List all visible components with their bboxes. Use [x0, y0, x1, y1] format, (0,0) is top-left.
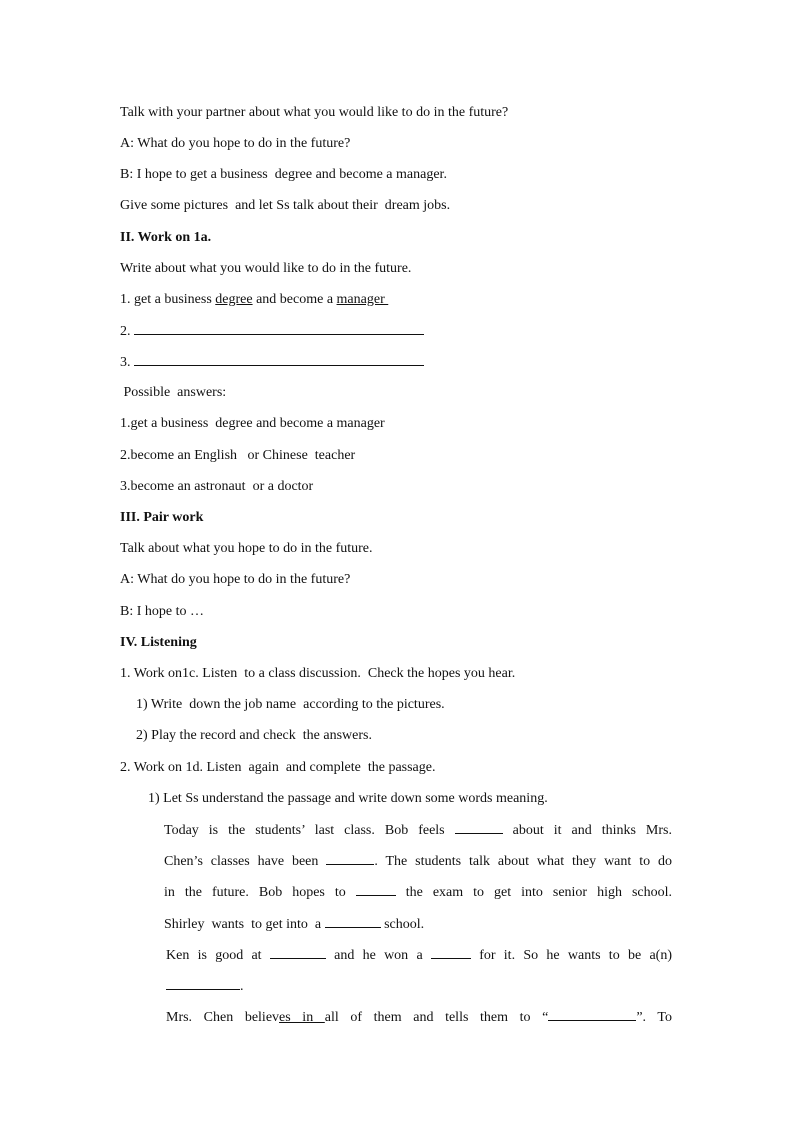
- passage-text: about it and thinks Mrs.: [502, 823, 672, 838]
- passage-blank-good-at[interactable]: [270, 946, 326, 959]
- passage-blank-quote[interactable]: [548, 1008, 636, 1021]
- listening-item-1: 1. Work on1c. Listen to a class discussion. Check the hopes you hear.: [120, 666, 516, 681]
- section-4-heading: IV. Listening: [120, 635, 197, 650]
- passage-text: Shirley wants to get into a: [164, 917, 325, 932]
- passage-blank-exam[interactable]: [356, 883, 396, 896]
- answer-line-1-mid: and become a: [252, 292, 337, 307]
- passage-line-5: [166, 946, 672, 965]
- passage-text: in the future. Bob hopes to: [164, 885, 356, 900]
- intro-line-1: Talk with your partner about what you would like to do in the future?: [120, 105, 509, 120]
- answer-line-3-number: 3.: [120, 355, 134, 370]
- section-3-heading: III. Pair work: [120, 510, 204, 525]
- passage-line-1: [164, 821, 672, 840]
- section-3-line-2: A: What do you hope to do in the future?: [120, 572, 351, 587]
- passage-blank-school[interactable]: [325, 915, 381, 928]
- answer-line-2: [120, 322, 424, 341]
- passage-line-3: [164, 883, 672, 902]
- section-3-line-3: B: I hope to …: [120, 604, 204, 619]
- passage-blank-job[interactable]: [166, 977, 240, 990]
- passage-text: the exam to get into senior high school.: [395, 885, 673, 900]
- underlined-degree: degree: [215, 292, 253, 307]
- passage-text: .: [240, 979, 244, 994]
- passage-text: Today is the students’ last class. Bob feels: [164, 823, 455, 838]
- intro-line-2: A: What do you hope to do in the future?: [120, 136, 351, 151]
- listening-item-1-sub-2: 2) Play the record and check the answers.: [136, 728, 372, 743]
- underlined-manager: manager: [336, 292, 389, 307]
- answer-line-1: [120, 291, 388, 309]
- passage-line-7: [166, 1008, 672, 1027]
- intro-line-3: B: I hope to get a business degree and become a manager.: [120, 167, 447, 182]
- possible-answer-2: 2.become an English or Chinese teacher: [120, 448, 356, 463]
- answer-line-2-number: 2.: [120, 324, 134, 339]
- passage-text: Chen’s classes have been: [164, 854, 327, 869]
- passage-line-6: [166, 977, 244, 996]
- section-2-instruction: Write about what you would like to do in the future.: [120, 261, 412, 276]
- answer-line-3: [120, 353, 424, 372]
- section-3-line-1: Talk about what you hope to do in the future.: [120, 541, 373, 556]
- answer-blank-3[interactable]: [134, 353, 424, 366]
- listening-item-2-sub-1: 1) Let Ss understand the passage and write down some words meaning.: [148, 791, 548, 806]
- passage-text: and he won a: [325, 948, 431, 963]
- listening-item-1-sub-1: 1) Write down the job name according to the pictures.: [136, 697, 445, 712]
- passage-blank-feels[interactable]: [455, 821, 503, 834]
- passage-text: ”. To: [636, 1010, 672, 1025]
- underlined-es-in: es in: [279, 1010, 325, 1025]
- answer-blank-2[interactable]: [134, 322, 424, 335]
- passage-text: Mrs. Chen believ: [166, 1010, 280, 1025]
- answer-line-1-prefix: 1. get a business: [120, 292, 216, 307]
- passage-line-4: [164, 915, 424, 934]
- passage-text: all of them and tells them to “: [324, 1010, 549, 1025]
- passage-blank-won[interactable]: [431, 946, 471, 959]
- possible-answer-3: 3.become an astronaut or a doctor: [120, 479, 314, 494]
- passage-text: . The students talk about what they want to do: [374, 854, 673, 869]
- intro-line-4: Give some pictures and let Ss talk about their dream jobs.: [120, 198, 451, 213]
- passage-line-2: [164, 852, 672, 871]
- listening-item-2: 2. Work on 1d. Listen again and complete the passage.: [120, 760, 436, 775]
- possible-answers-label: Possible answers:: [120, 385, 227, 400]
- possible-answer-1: 1.get a business degree and become a manager: [120, 416, 385, 431]
- section-2-heading: II. Work on 1a.: [120, 230, 212, 245]
- passage-text: school.: [380, 917, 425, 932]
- passage-blank-classes[interactable]: [326, 852, 374, 865]
- passage-text: for it. So he wants to be a(n): [470, 948, 672, 963]
- passage-text: Ken is good at: [166, 948, 270, 963]
